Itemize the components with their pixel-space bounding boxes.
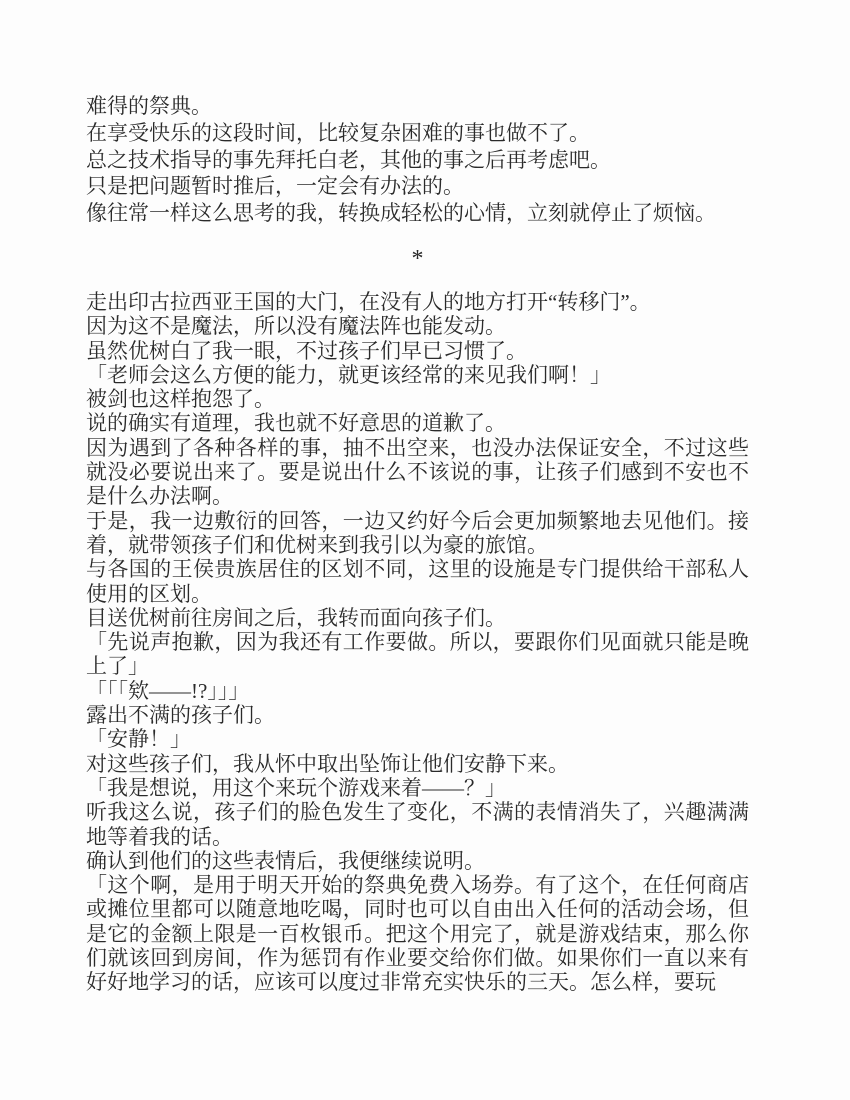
paragraph: 露出不满的孩子们。 bbox=[86, 703, 275, 728]
paragraph: 被剑也这样抱怨了。 bbox=[86, 387, 275, 412]
paragraph: 「这个啊，是用于明天开始的祭典免费入场券。有了这个，在任何商店或摊位里都可以随意地吃喝，同时也可以自由出入任何的活动会场，但是它的金额上限是一百枚银币。把这个用完了，就是游戏结束，那么你们就该回到房间，作为惩罚有作业要交给你们做。如果你们一直以来有好好地学习的话，应该可以度过非常充实快乐的三天。怎么样，要玩 bbox=[86, 873, 749, 995]
section-break-asterisk: * bbox=[411, 245, 424, 272]
paragraph: 「「「欸——!?」」」 bbox=[86, 678, 250, 703]
paragraph: 只是把问题暂时推后，一定会有办法的。 bbox=[86, 174, 464, 199]
paragraph: 像往常一样这么思考的我，转换成轻松的心情，立刻就停止了烦恼。 bbox=[86, 201, 716, 226]
text-block-main bbox=[86, 290, 749, 995]
paragraph: 「老师会这么方便的能力，就更该经常的来见我们啊！」 bbox=[86, 362, 611, 387]
paragraph: 走出印古拉西亚王国的大门，在没有人的地方打开“转移门”。 bbox=[86, 290, 651, 314]
paragraph: 对这些孩子们，我从怀中取出坠饰让他们安静下来。 bbox=[86, 751, 569, 776]
paragraph: 「先说声抱歉，因为我还有工作要做。所以，要跟你们见面就只能是晚上了」 bbox=[86, 630, 749, 679]
text-block-top bbox=[86, 93, 749, 227]
paragraph: 总之技术指导的事先拜托白老，其他的事之后再考虑吧。 bbox=[86, 147, 611, 172]
paragraph: 「我是想说，用这个来玩个游戏来着——？」 bbox=[86, 775, 506, 800]
paragraph: 于是，我一边敷衍的回答，一边又约好今后会更加频繁地去见他们。接着，就带领孩子们和优树来到我引以为豪的旅馆。 bbox=[86, 508, 749, 557]
paragraph: 确认到他们的这些表情后，我便继续说明。 bbox=[86, 848, 485, 873]
paragraph: 说的确实有道理，我也就不好意思的道歉了。 bbox=[86, 411, 506, 436]
paragraph: 目送优树前往房间之后，我转而面向孩子们。 bbox=[86, 605, 506, 630]
paragraph: 与各国的王侯贵族居住的区划不同，这里的设施是专门提供给干部私人使用的区划。 bbox=[86, 557, 749, 606]
paragraph: 因为遇到了各种各样的事，抽不出空来，也没办法保证安全，不过这些就没必要说出来了。要是说出什么不该说的事，让孩子们感到不安也不是什么办法啊。 bbox=[86, 435, 749, 509]
paragraph: 虽然优树白了我一眼，不过孩子们早已习惯了。 bbox=[86, 338, 527, 363]
paragraph: 在享受快乐的这段时间，比较复杂困难的事也做不了。 bbox=[86, 120, 590, 145]
paragraph: 因为这不是魔法，所以没有魔法阵也能发动。 bbox=[86, 314, 506, 339]
paragraph: 「安静！」 bbox=[86, 727, 191, 752]
section-break bbox=[86, 228, 749, 290]
paragraph: 难得的祭典。 bbox=[86, 94, 212, 118]
paragraph: 听我这么说，孩子们的脸色发生了变化，不满的表情消失了，兴趣满满地等着我的话。 bbox=[86, 800, 749, 849]
